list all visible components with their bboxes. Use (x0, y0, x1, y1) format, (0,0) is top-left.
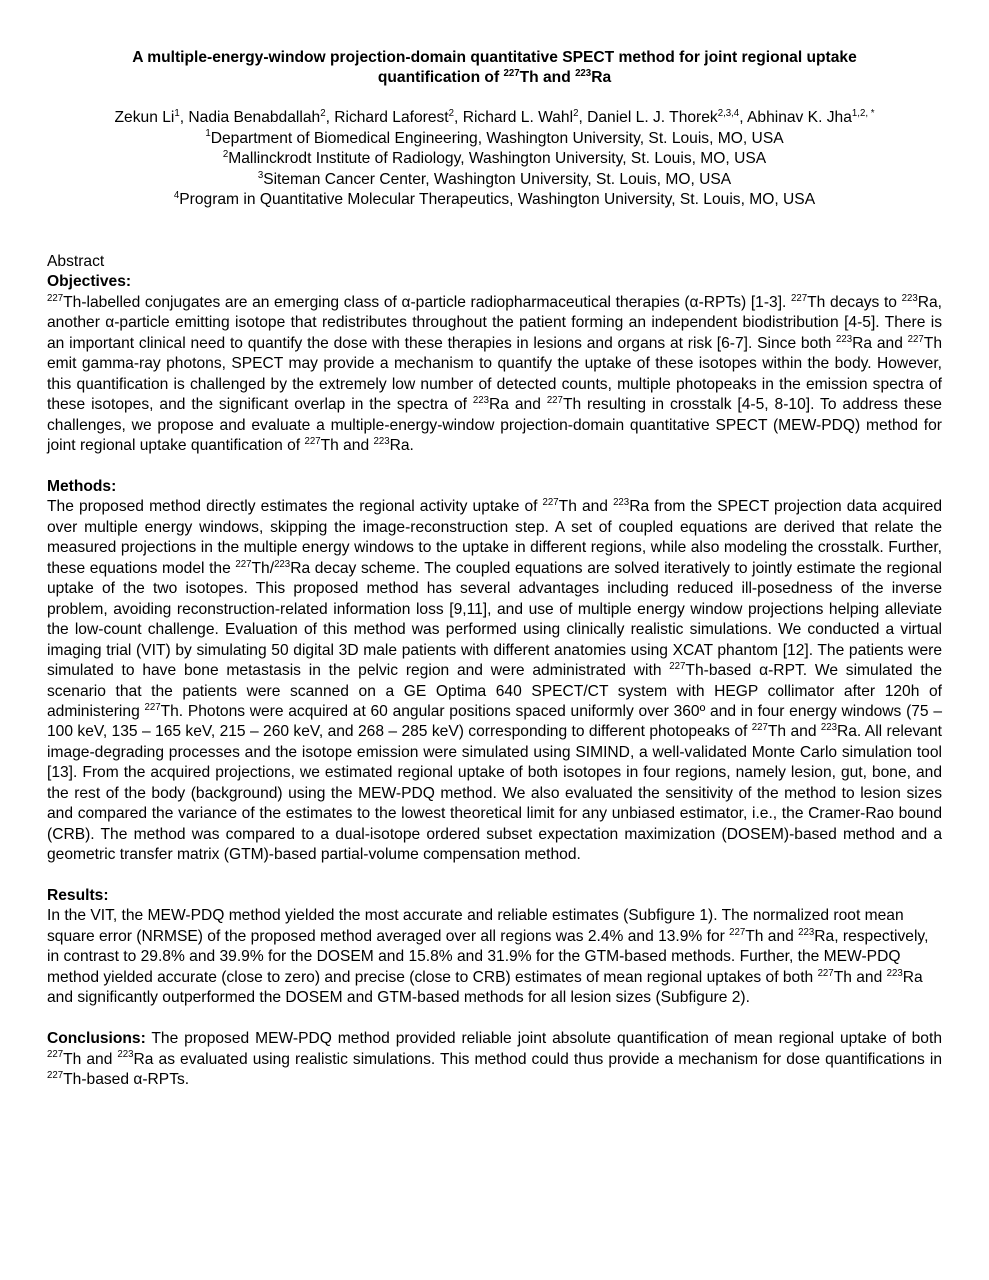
abstract-body (47, 252, 942, 1111)
text-run: Th and (833, 968, 887, 986)
title-line-2 (60, 68, 929, 88)
isotope-mass-number: 223 (901, 292, 918, 304)
text-run: Ra, another α-particle emitting isotope that redistributes throughout the patient forming an independent biodistribution [4-5]. There is an important clinical need to quantify the dose with these therapies in lesions and organs at risk [6-7]. Since both (47, 293, 943, 352)
text-run: Th/ (251, 559, 275, 577)
affiliation-text: Program in Quantitative Molecular Therapeutics, Washington University, St. Louis, MO, USA (179, 191, 816, 209)
isotope-mass-number: 227 (144, 701, 161, 713)
methods-paragraph (47, 497, 942, 865)
text-run: In the VIT, the MEW-PDQ method yielded the most accurate and reliable estimates (Subfigure 1). The normalized root mean square error (NRMSE) of the proposed method averaged over all regions was 2.4% and 13.9% for (47, 907, 904, 945)
text-run: Th resulting in crosstalk [4-5, 8-10]. To address these challenges, we propose and evaluate a multiple-energy-window projection-domain quantitative SPECT (MEW-PDQ) method for joint regional uptake quantification of (47, 396, 942, 455)
conclusions-section (47, 1029, 942, 1090)
author-affiliation-mark: 2,3,4 (717, 107, 740, 119)
methods-heading: Methods: (47, 477, 117, 495)
conclusions-heading: Conclusions: (47, 1030, 146, 1048)
author-name: Nadia Benabdallah (188, 109, 321, 126)
affiliation (30, 129, 959, 150)
text-run: Ra and (489, 396, 547, 414)
isotope-mass-number: 223 (886, 967, 903, 979)
isotope-mass-number: 227 (751, 722, 768, 734)
text-run: Th-based α-RPT. We simulated the scenario that the patients were scanned on a GE Optima 640 SPECT/CT system with HEGP collimator after 120h of administering (47, 662, 943, 720)
author-block (30, 108, 959, 211)
affiliation (30, 190, 959, 211)
author (188, 109, 325, 126)
author-name: Daniel L. J. Thorek (587, 109, 718, 126)
text-run: Th-based α-RPTs. (63, 1071, 190, 1089)
author (115, 109, 180, 126)
methods-section (47, 477, 942, 866)
text-run: Ra. (389, 437, 414, 455)
text-run: Th emit gamma-ray photons, SPECT may provide a mechanism to quantify the uptake of these isotopes within the body. However, this quantification is challenged by the extremely low number of detected counts, multiple photopeaks in the emission spectra of these isotopes, and the significant overlap in the spectra of (47, 334, 942, 414)
author-name: Richard Laforest (334, 109, 449, 126)
author-affiliation-mark: 2 (320, 107, 326, 119)
author-name: Abhinav K. Jha (747, 109, 852, 126)
text-run: Th-labelled conjugates are an emerging class of α-particle radiopharmaceutical therapies (α-RPTs) [1-3]. (63, 293, 791, 311)
text-run: The proposed method directly estimates the regional activity uptake of (47, 498, 543, 516)
author-affiliation-mark: 2 (448, 107, 455, 119)
text-run: Th and (745, 927, 799, 945)
results-section (47, 886, 942, 1009)
isotope-mass-number: 227 (235, 558, 252, 570)
conclusions-text (47, 1030, 942, 1088)
affiliation-number: 4 (173, 190, 180, 202)
isotope-mass-number: 227 (47, 1069, 64, 1081)
isotope-mass-number: 227 (542, 497, 559, 509)
isotope-mass-number: 227 (47, 292, 64, 304)
text-run: The proposed MEW-PDQ method provided reliable joint absolute quantification of mean regional uptake of both (145, 1030, 942, 1048)
author-list: Zekun Li$^1$, Nadia Benabdallah$^2$, Richard Laforest$^2$, Richard L. Wahl$^2$, Daniel L. J. Thorek$^{2,3,4}$, Abhinav K. Jha$^{1,2, *}$ (114, 107, 875, 126)
author-affiliation-mark: 2 (573, 107, 579, 119)
author-affiliation-mark: 1 (174, 107, 180, 119)
isotope-mass-number: 223 (820, 722, 837, 734)
author (463, 109, 579, 126)
isotope-mass-number: 223 (613, 497, 630, 509)
text-run: Th and (320, 437, 374, 455)
affiliation-text: Siteman Cancer Center, Washington University, St. Louis, MO, USA (263, 170, 732, 188)
results-paragraph (47, 906, 942, 1008)
text-run: Ra from the SPECT projection data acquired over multiple energy windows, skipping the image-reconstruction step. A set of coupled equations are derived that relate the measured projections in the multiple energy windows to the uptake in different regions, while also modeling the crosstalk. Further, these equations model the (47, 498, 942, 577)
text-run: Ra and significantly outperformed the DOSEM and GTM-based methods for all lesion sizes (Subfigure 2). (47, 968, 923, 1007)
author (587, 109, 739, 126)
text-run: Ra and (852, 334, 908, 352)
title-line-1: A multiple-energy-window projection-domain quantitative SPECT method for joint regional uptake (132, 49, 857, 66)
isotope-mass-number: 223 (798, 926, 815, 938)
isotope-mass-number: 223 (373, 435, 390, 447)
title-line-2-prefix: quantification of (377, 69, 504, 86)
author-name: Richard L. Wahl (462, 109, 574, 126)
isotope-mass-number: 227 (729, 926, 746, 938)
isotope-mass-number: 223 (836, 333, 853, 345)
isotope-mass-number: 223 (117, 1049, 134, 1061)
isotope-mass-number: 227 (47, 1049, 64, 1061)
title-isotope-2-element: Ra (591, 69, 612, 86)
isotope-mass-number: 227 (669, 660, 686, 672)
isotope-mass-number: 227 (907, 333, 924, 345)
text-run: Th. Photons were acquired at 60 angular positions spaced uniformly over 360º and in four energy windows (75 – 100 keV, 135 – 165 keV, 215 – 260 keV, and 268 – 285 keV) corresponding to different photopeaks of (47, 702, 942, 741)
isotope-mass-number: 227 (791, 292, 808, 304)
text-run: Ra, respectively, in contrast to 29.8% and 39.9% for the DOSEM and 15.8% and 31.9% for the GTM-based methods. Further, the MEW-PDQ method yielded accurate (close to zero) and precise (close to CRB) estimates of mean regional uptakes of both (47, 927, 929, 986)
affiliation-text: Department of Biomedical Engineering, Washington University, St. Louis, MO, USA (210, 129, 784, 147)
author (747, 109, 874, 126)
abstract-label: Abstract (47, 253, 105, 270)
paper-title (60, 48, 929, 88)
author (334, 109, 454, 126)
conclusions-paragraph (47, 1029, 942, 1090)
text-run: Th and (558, 498, 614, 516)
affiliation (30, 170, 959, 191)
affiliation-number: 3 (257, 169, 264, 181)
title-isotope-2-mass: 223 (575, 67, 592, 79)
author-name: Zekun Li (114, 109, 175, 126)
text-run: Ra as evaluated using realistic simulations. This method could thus provide a mechanism for dose quantifications in (133, 1050, 942, 1068)
affiliation (30, 149, 959, 170)
text-run: Ra. All relevant image-degrading processes and the isotope emission were simulated using SIMIND, a well-validated Monte Carlo simulation tool [13]. From the acquired projections, we estimated regional uptake of both isotopes in four regions, namely lesion, gut, bone, and the rest of the body (background) using the MEW-PDQ method. We also evaluated the sensitivity of the method to lesion sizes and compared the variance of the estimates to the lowest theoretical limit for any unbiased estimator, i.e., the Cramer-Rao bound (CRB). The method was compared to a dual-isotope ordered subset expectation maximization (DOSEM)-based method and a geometric transfer matrix (GTM)-based partial-volume compensation method. (47, 723, 942, 864)
isotope-mass-number: 223 (274, 558, 291, 570)
text-run: Ra decay scheme. The coupled equations are solved iteratively to jointly estimate the regional uptake of the two isotopes. This proposed method has several advantages including reduced ill-posedness of the inverse problem, avoiding reconstruction-related information loss [9,11], and use of multiple energy window projections helping alleviate the low-count challenge. Evaluation of this method was performed using clinically realistic simulations. We conducted a virtual imaging trial (VIT) by simulating 50 digital 3D male patients with different anatomies using XCAT phantom [12]. The patients were simulated to have bone metastasis in the pelvic region and were administrated with (47, 559, 942, 680)
title-isotope-1-element: Th and (519, 69, 576, 86)
isotope-mass-number: 227 (546, 394, 563, 406)
objectives-heading: Objectives: (47, 273, 132, 291)
affiliation-number: 2 (222, 149, 229, 160)
isotope-mass-number: 227 (304, 435, 321, 447)
text-run: Th and (767, 723, 821, 741)
results-heading: Results: (47, 887, 109, 905)
affiliation-number: 1 (205, 128, 211, 140)
text-run: Th and (63, 1050, 118, 1068)
objectives-section (47, 272, 942, 456)
isotope-mass-number: 227 (817, 967, 834, 979)
isotope-mass-number: 223 (472, 394, 490, 406)
title-isotope-1-mass: 227 (503, 67, 520, 79)
affiliation-text: Mallinckrodt Institute of Radiology, Washington University, St. Louis, MO, USA (228, 150, 767, 168)
objectives-paragraph (47, 293, 942, 457)
text-run: Th decays to (807, 293, 902, 311)
author-affiliation-mark: 1,2, * (851, 107, 875, 119)
